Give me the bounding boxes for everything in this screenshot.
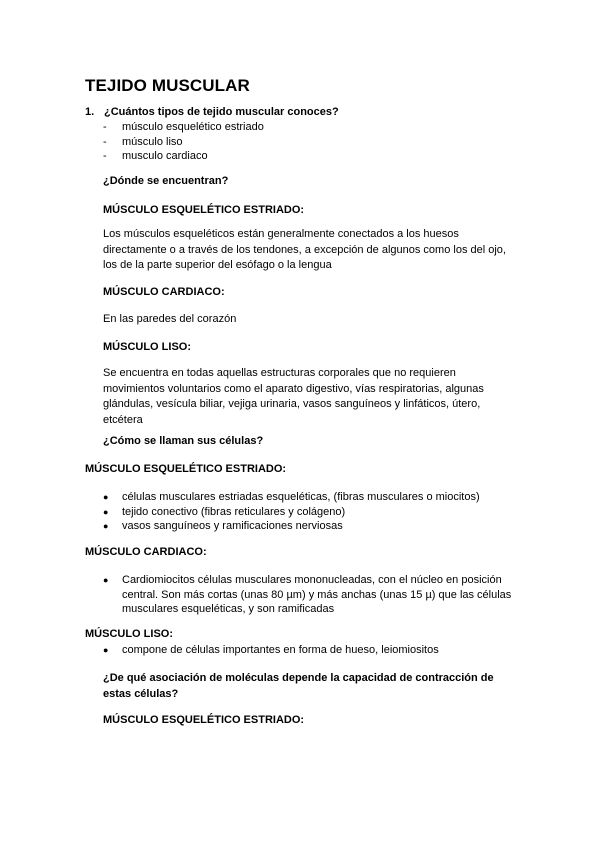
question-number: 1. (85, 106, 95, 118)
dash-marker: - (103, 121, 107, 133)
contraction-question: ¿De qué asociación de moléculas depende la capacidad de contracción de estas células? (103, 672, 494, 700)
cells-skeletal-heading: MÚSCULO ESQUELÉTICO ESTRIADO: (85, 463, 287, 475)
dash-marker: - (103, 150, 107, 162)
where-smooth-paragraph: Se encuentra en todas aquellas estructuras corporales que no requieren movimientos voluntarios como el aparato digestivo, vías respiratorias, algunas glándulas, vesícula biliar, vejiga urinaria, vasos sanguíneos y linfáticos, útero, etcétera (103, 367, 484, 426)
list-item: ● vasos sanguíneos y ramificaciones nerviosas (103, 520, 343, 532)
list-item: - músculo liso (103, 135, 183, 148)
where-cardiac-heading: MÚSCULO CARDIACO: (103, 286, 225, 298)
where-question: ¿Dónde se encuentran? (103, 175, 229, 187)
list-item: ● tejido conectivo (fibras reticulares y colágeno) (103, 505, 346, 518)
cells-skeletal-list (103, 490, 480, 534)
cells-smooth-heading: MÚSCULO LISO: (85, 628, 173, 640)
where-skeletal-paragraph: Los músculos esqueléticos están generalmente conectados a los huesos directamente o a través de los tendones, a excepción de algunos como los del ojo, los de la parte superior del esófago o la lengua (103, 228, 506, 271)
question-1 (85, 106, 339, 118)
cells-smooth-list (103, 643, 439, 658)
list-item: ● Cardiomiocitos células musculares mononucleadas, con el núcleo en posición central. Son más cortas (unas 80 µm) y más anchas (unas 15 µ) que las células musculares esqueléticas, y son ramificadas (103, 574, 512, 615)
where-smooth-heading: MÚSCULO LISO: (103, 341, 191, 353)
where-cardiac-text: En las paredes del corazón (103, 313, 237, 325)
dash-marker: - (103, 135, 107, 148)
muscle-types-list (103, 120, 264, 164)
list-item: ● compone de células importantes en forma de hueso, leiomiositos (103, 644, 439, 656)
list-item: - músculo esquelético estriado (103, 121, 264, 133)
bullet-marker: ● (103, 492, 109, 502)
bullet-marker: ● (103, 521, 109, 531)
question-text: ¿Cuántos tipos de tejido muscular conoces? (104, 106, 339, 118)
where-skeletal-heading: MÚSCULO ESQUELÉTICO ESTRIADO: (103, 204, 305, 216)
bullet-marker: ● (103, 645, 109, 655)
list-item: ● células musculares estriadas esqueléticas, (fibras musculares o miocitos) (103, 491, 480, 503)
cells-cardiac-heading: MÚSCULO CARDIACO: (85, 546, 207, 558)
bullet-marker: ● (103, 575, 109, 585)
cells-cardiac-list (103, 573, 511, 617)
page-title: TEJIDO MUSCULAR (85, 76, 250, 95)
bullet-marker: ● (103, 506, 109, 517)
cells-question: ¿Cómo se llaman sus células? (103, 435, 264, 447)
list-item: - musculo cardiaco (103, 150, 208, 162)
contraction-skeletal-heading: MÚSCULO ESQUELÉTICO ESTRIADO: (103, 714, 305, 726)
